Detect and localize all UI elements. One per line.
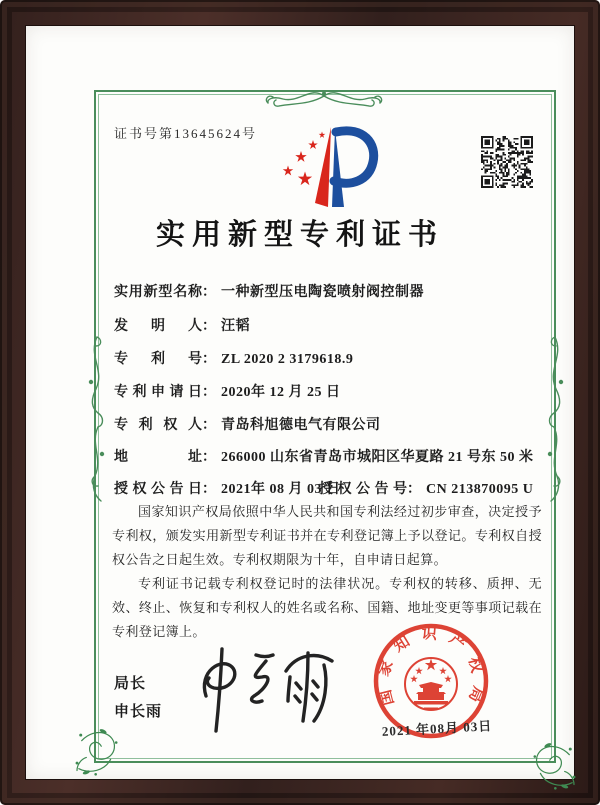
field-inventor — [114, 315, 250, 335]
field-colon: ： — [202, 418, 216, 433]
qr-code-icon — [481, 136, 533, 188]
field-value: 266000 山东省青岛市城阳区华夏路 21 号东 50 米 — [221, 450, 534, 465]
field-patentee — [114, 414, 381, 434]
commissioner-signature-icon — [186, 641, 351, 741]
corner-ornament-bottom-left-icon — [72, 722, 124, 778]
cnipa-logo-icon — [276, 124, 381, 209]
legal-paragraph-1: 国家知识产权局依照中华人民共和国专利法经过初步审查，决定授予专利权，颁发实用新型专利证书并在专利登记簿上予以登记。专利权自授权公告之日起生效。专利权期限为十年，自申请日起算。 — [112, 504, 542, 568]
field-filing-date — [114, 381, 341, 401]
flourish-left-icon — [85, 334, 107, 504]
field-colon: ： — [202, 285, 216, 300]
field-label: 专利号 — [114, 352, 202, 367]
paper — [26, 26, 574, 779]
certificate-title: 实用新型专利证书 — [155, 219, 444, 251]
field-value: 2021年 08 月 03 日 — [221, 482, 341, 497]
commissioner-name: 申长雨 — [114, 702, 163, 720]
flourish-top-icon — [259, 83, 389, 109]
field-colon: ： — [202, 450, 216, 465]
field-label: 授权公告号 — [319, 482, 407, 497]
signoff-block — [114, 670, 162, 726]
commissioner-title: 局长 — [114, 675, 147, 692]
seal-ring-text: 国家知识产权局 — [374, 624, 488, 715]
field-value: 青岛科旭德电气有限公司 — [221, 418, 381, 433]
field-label: 专利申请日 — [114, 385, 202, 400]
field-value: 一种新型压电陶瓷喷射阀控制器 — [221, 285, 424, 300]
field-label: 实用新型名称 — [114, 285, 202, 300]
certificate-number: 证书号第13645624号 — [114, 126, 258, 141]
seal-date: 2021 年08月 03日 — [381, 718, 493, 739]
field-utility-model-name — [114, 281, 424, 301]
field-colon: ： — [407, 482, 421, 497]
field-label: 地址 — [114, 450, 202, 465]
field-label: 授权公告日 — [114, 482, 202, 497]
field-grant-number — [319, 478, 533, 498]
field-value: 汪韬 — [221, 319, 250, 334]
field-value: ZL 2020 2 3179618.9 — [221, 352, 354, 367]
field-colon: ： — [202, 482, 216, 497]
flourish-right-icon — [545, 334, 567, 504]
field-value: CN 213870095 U — [426, 482, 534, 497]
corner-ornament-bottom-right-icon — [527, 736, 579, 792]
field-label: 发明人 — [114, 319, 202, 334]
field-value: 2020年 12 月 25 日 — [221, 385, 341, 400]
field-address — [114, 446, 534, 466]
field-colon: ： — [202, 352, 216, 367]
field-colon: ： — [202, 385, 216, 400]
field-colon: ： — [202, 319, 216, 334]
field-label: 专利权人 — [114, 418, 202, 433]
legal-paragraph-2: 专利证书记载专利权登记时的法律状况。专利权的转移、质押、无效、终止、恢复和专利权人的姓名或名称、国籍、地址变更等事项记载在专利登记簿上。 — [112, 576, 542, 640]
field-grant-date — [114, 478, 341, 498]
field-patent-number — [114, 348, 353, 368]
